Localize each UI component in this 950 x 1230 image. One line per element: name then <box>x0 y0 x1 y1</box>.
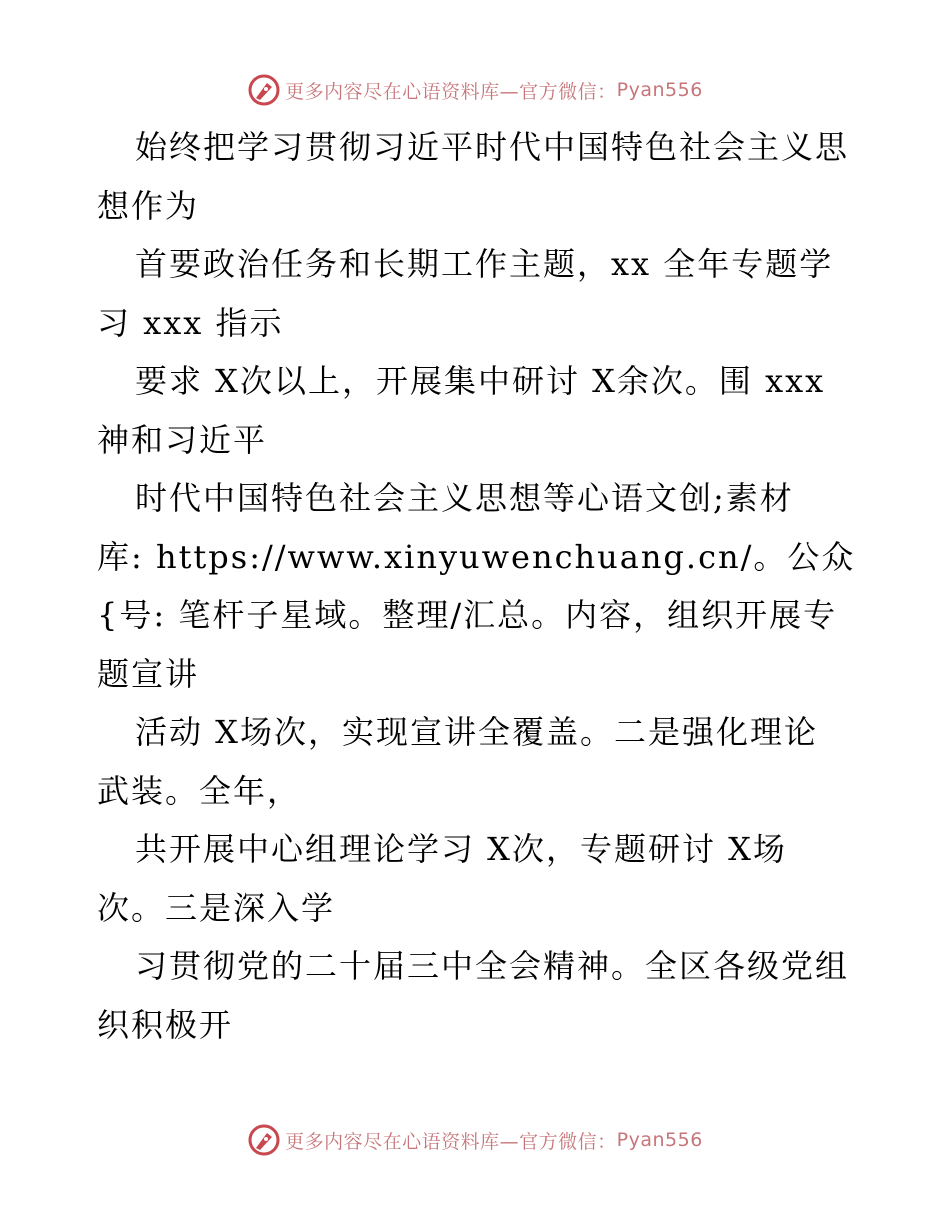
text-line: 始终把学习贯彻习近平时代中国特色社会主义思 <box>135 128 850 166</box>
watermark-contact: Pyan556 <box>616 79 703 101</box>
text-line: 时代中国特色社会主义思想等心语文创;素材 <box>135 479 794 517</box>
document-body <box>97 118 857 1054</box>
text-line: 题宣讲 <box>97 654 200 693</box>
header-watermark <box>0 72 950 108</box>
pen-nib-circle-icon <box>247 73 281 107</box>
watermark-text: 更多内容尽在心语资料库—官方微信： <box>285 80 617 103</box>
watermark-contact: Pyan556 <box>616 1129 703 1151</box>
text-line: 织积极开 <box>97 1005 234 1044</box>
text-line: 习贯彻党的二十届三中全会精神。全区各级党组 <box>135 947 850 985</box>
text-line: 想作为 <box>97 186 200 225</box>
text-line: {号: 笔杆子星域。整理/汇总。内容，组织开展专 <box>97 596 838 634</box>
text-line: 共开展中心组理论学习 X次，专题研讨 X场 <box>135 830 787 868</box>
text-line: 神和习近平 <box>97 420 268 459</box>
text-line: 习 xxx 指示 <box>97 303 284 342</box>
text-line: 库: https://www.xinyuwenchuang.cn/。公众 <box>97 537 856 576</box>
pen-nib-circle-icon <box>247 1123 281 1157</box>
footer-watermark <box>0 1122 950 1158</box>
text-line: 活动 X场次，实现宣讲全覆盖。二是强化理论 <box>135 713 818 751</box>
text-line: 次。三是深入学 <box>97 888 336 927</box>
text-line: 武装。全年， <box>97 771 302 810</box>
text-line: 要求 X次以上，开展集中研讨 X余次。围 xxx <box>135 362 826 400</box>
watermark-text: 更多内容尽在心语资料库—官方微信： <box>285 1130 617 1153</box>
text-line: 首要政治任务和长期工作主题，xx 全年专题学 <box>135 245 834 283</box>
